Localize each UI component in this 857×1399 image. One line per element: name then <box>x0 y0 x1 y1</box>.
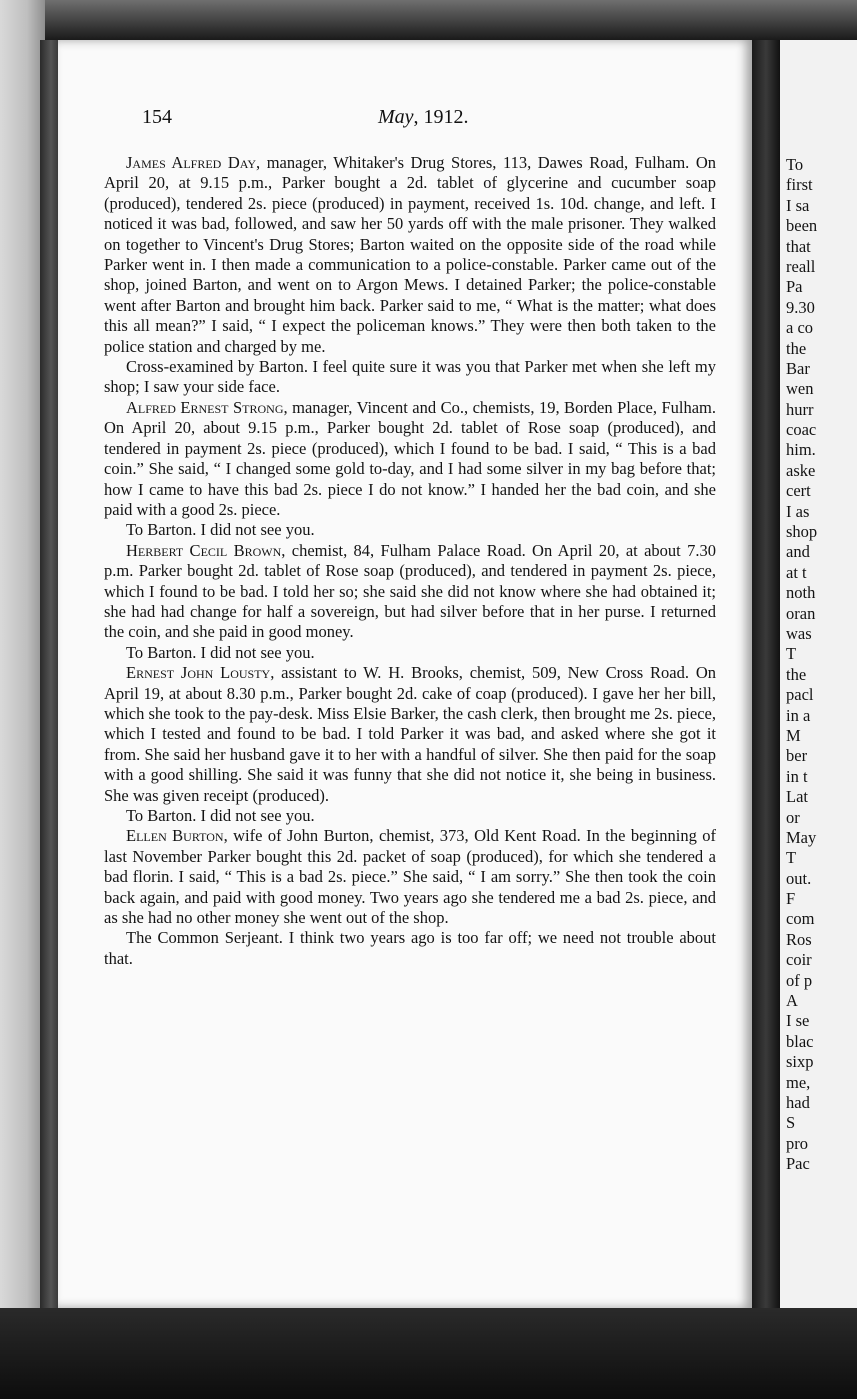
facing-line: May <box>786 827 817 847</box>
paragraph-text: The Common Serjeant. I think two years ago is too far off; we need not trouble about that. <box>104 928 716 968</box>
witness-name: Alfred Ernest Strong <box>126 397 284 417</box>
page-number: 154 <box>142 106 172 128</box>
facing-line: T <box>786 848 797 868</box>
facing-line: A <box>786 991 798 1011</box>
facing-line: a co <box>786 318 814 338</box>
facing-line: and <box>786 542 810 562</box>
facing-line: or <box>786 807 800 827</box>
paragraph-text: , manager, Whitaker's Drug Stores, 113, Dawes Road, Fulham. On April 20, at 9.15 p.m., Parker bought a 2d. tablet of glycerine and cucumber soap (produced), tendered 2s. piece (produced) in payment, received 1s. 10d. change, and left. I noticed it was bad, followed, and saw her 50 yards off with the male prisoner. They walked on together to Vincent's Drug Stores; Barton waited on the opposite side of the road while Parker went in. I then made a communication to a police-constable. Parker came out of the shop, joined Barton, and went on to Argon Mews. I detained Parker; the police-constable went after Barton and brought him back. Parker said to me, “ What is the matter; what does this all mean?” I said, “ I expect the policeman knows.” They were then both taken to the police station and charged by me. <box>104 153 716 356</box>
witness-name: James Alfred Day <box>126 153 257 172</box>
facing-line: pacl <box>786 685 814 705</box>
facing-line: been <box>786 216 818 236</box>
paragraph-text: To Barton. I did not see you. <box>126 520 315 540</box>
date-year: , 1912. <box>413 106 469 128</box>
facing-line: that <box>786 236 811 256</box>
facing-line: cert <box>786 481 811 501</box>
page-header <box>142 106 702 136</box>
testimony-text <box>104 153 716 969</box>
facing-line: in a <box>786 705 811 725</box>
facing-line: the <box>786 664 807 684</box>
facing-line: Ros <box>786 929 812 949</box>
paragraph <box>104 826 716 928</box>
facing-line: wen <box>786 379 814 399</box>
facing-line: I sa <box>786 195 810 215</box>
facing-line: had <box>786 1092 810 1112</box>
facing-page <box>780 40 857 1308</box>
facing-line: first <box>786 175 813 195</box>
facing-line: Bar <box>786 358 810 378</box>
paragraph <box>104 928 716 969</box>
witness-name: Herbert Cecil Brown <box>126 540 282 560</box>
book-page <box>58 40 752 1308</box>
paragraph-text: , assistant to W. H. Brooks, chemist, 509, New Cross Road. On April 19, at about 8.30 p.m., Parker bought 2d. cake of coap (produced). I gave her her bill, which she took to the pay-desk. Miss Elsie Barker, the cash clerk, then brought me 2s. piece, which I tested and found to be bad. I told Parker it was bad, and asked where she got it from. She said her husband gave it to her with a handful of silver. She then paid for the soap with a good shilling. She said it was funny that she did not notice it, she being in business. She was given receipt (produced). <box>104 663 716 805</box>
paragraph <box>104 806 716 826</box>
page-gutter <box>752 40 780 1308</box>
facing-line: I as <box>786 501 810 521</box>
facing-line: the <box>786 338 807 358</box>
paragraph-text: , chemist, 84, Fulham Palace Road. On April 20, at about 7.30 p.m. Parker bought 2d. tablet of Rose soap (produced), and tendered in payment 2s. piece, which I found to be bad. I told her so; she said she did not know where she had obtained it; she had had change for half a sovereign, but had silver before that in her purse. I returned the coin, and she paid in good money. <box>104 540 717 642</box>
facing-line: was <box>786 623 812 643</box>
facing-line: him. <box>786 440 816 460</box>
facing-line: noth <box>786 583 816 603</box>
facing-line: com <box>786 909 815 929</box>
paragraph <box>104 520 716 540</box>
date-month: May <box>378 106 414 128</box>
facing-line: pro <box>786 1133 808 1153</box>
page-date <box>378 106 469 129</box>
facing-line: I se <box>786 1011 810 1031</box>
paragraph <box>104 153 716 357</box>
paragraph <box>104 643 716 663</box>
facing-line: Pa <box>786 277 803 297</box>
facing-line: out. <box>786 868 812 888</box>
paragraph <box>104 541 716 643</box>
facing-line: F <box>786 889 796 909</box>
facing-line: coir <box>786 950 812 970</box>
facing-line: shop <box>786 522 818 542</box>
facing-line: hurr <box>786 399 814 419</box>
paragraph <box>104 398 716 520</box>
paragraph-text: , wife of John Burton, chemist, 373, Old Kent Road. In the beginning of last November Parker bought this 2d. packet of soap (produced), for which she tendered a bad florin. I said, “ This is a bad 2s. piece.” She said, “ I am sorry.” She then took the coin back again, and paid with good money. Two years ago she tendered me a bad 2s. piece, and as she had no other money she went out of the shop. <box>104 826 717 928</box>
facing-line: reall <box>786 256 816 276</box>
facing-line: ber <box>786 746 808 766</box>
scan-left-edge <box>0 0 45 1399</box>
facing-line: sixp <box>786 1052 814 1072</box>
facing-line: S <box>786 1113 796 1133</box>
paragraph-text: , manager, Vincent and Co., chemists, 19, Borden Place, Fulham. On April 20, about 9.15 p.m., Parker bought 2d. tablet of Rose soap (produced), and tendered in payment 2s. piece (produced), which I found to be bad. I said, “ This is a bad coin.” She said, “ I changed some gold to-day, and I had some silver in my bag before that; how I came to have this bad 2s. piece I do not know.” I handed her the bad coin, and she paid with a good 2s. piece. <box>104 397 717 519</box>
facing-line: aske <box>786 460 816 480</box>
facing-page-text <box>780 155 857 1175</box>
paragraph-text: To Barton. I did not see you. <box>126 642 315 662</box>
facing-line: at t <box>786 562 807 582</box>
facing-line: T <box>786 644 797 664</box>
facing-line: M <box>786 725 801 745</box>
witness-name: Ellen Burton <box>126 826 224 846</box>
facing-line: coac <box>786 420 817 440</box>
paragraph <box>104 357 716 398</box>
paragraph-text: Cross-examined by Barton. I feel quite sure it was you that Parker met when she left my shop; I saw your side face. <box>104 357 716 397</box>
facing-line: in t <box>786 766 808 786</box>
scan-top-edge <box>0 0 857 40</box>
facing-line: blac <box>786 1031 814 1051</box>
facing-line: oran <box>786 603 816 623</box>
paragraph <box>104 663 716 806</box>
facing-line: 9.30 <box>786 297 815 317</box>
facing-line: me, <box>786 1072 811 1092</box>
facing-line: of p <box>786 970 813 990</box>
facing-line: To <box>786 155 804 174</box>
witness-name: Ernest John Lousty <box>126 663 271 683</box>
paragraph-text: To Barton. I did not see you. <box>126 806 315 825</box>
facing-line: Lat <box>786 787 808 807</box>
facing-line: Pac <box>786 1154 810 1174</box>
scan-bottom-edge <box>0 1308 857 1399</box>
